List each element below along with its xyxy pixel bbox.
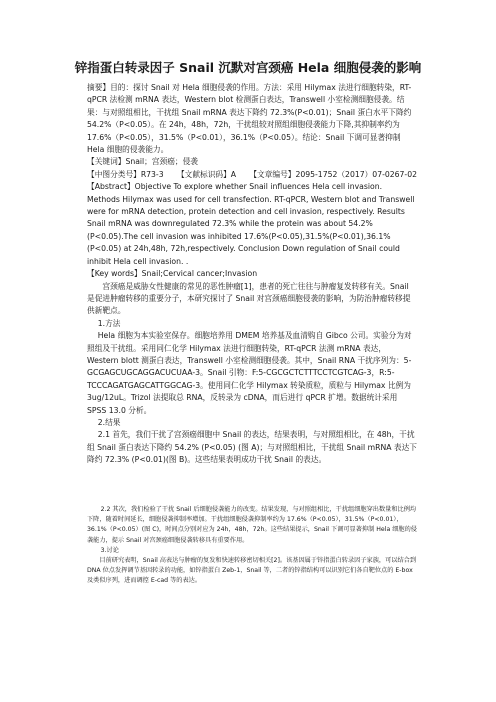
abstract-en: 【Abstract】Objective To explore whether Snail influences Hela cell invasion. Methods Hilymax was used for cell transfection. RT-qPCR, Western blot and Transwell were for mRNA detection, protein detection and cell invasion, respectively. Results Snail mRNA was downregulated 72.3% while the protein was about 54.2%(P<0.05).The cell invasion was inhibited 17.6%(P<0.05),31.5%(P<0.01),36.1%(P<0.05) at 24h,48h, 72h,respectively. Conclusion Down regulation of Snail could inhibit Hela cell invasion. . bbox=[87, 182, 415, 266]
section-heading-methods: 1.方法 bbox=[97, 318, 121, 328]
keywords-en: 【Key words】Snail;Cervical cancer;Invasion bbox=[87, 269, 258, 279]
article-number: 【文章编号】2095-1752（2017）07-0267-02 bbox=[249, 169, 417, 179]
section-heading-discussion: 3.讨论 bbox=[100, 546, 119, 554]
abstract-cn: 摘要】目的：探讨 Snail 对 Hela 细胞侵袭的作用。方法：采用 Hilymax 法进行细胞转染，RT-qPCR 法检测 mRNA 表达，Western blot 检测蛋白表达，Transwell 小室检测细胞侵袭。结果：与对照组相比，干扰组 Snail mRNA 表达下降约 72.3%(P<0.01)；Snail 蛋白水平下降约 54.2%（P<0.05）。在 24h，48h，72h，干扰组较对照组细胞侵袭能力下降,其抑制率约为 17.6%（P<0.05），31.5%（P<0.01），36.1%（P<0.05）。结论：Snail 下调可显著抑制 Hela 细胞的侵袭能力。 bbox=[87, 83, 412, 155]
paper-title: 锌指蛋白转录因子 Snail 沉默对宫颈癌 Hela 细胞侵袭的影响 bbox=[74, 60, 422, 75]
article-lower-body bbox=[87, 505, 417, 587]
discussion-paragraph: 目前研究表明，Snail 高表达与肿瘤的复发和快速转移密切相关[2]。该基因属于锌指蛋白转录因子家族，可以结合到 DNA 位点发挥调节基因转录的功能，如锌指蛋白 Zeb-1，Snail 等，二者的锌指结构可以识别它们各自靶位点的 E-box 及类似序列，进而调控 E-cad 等的表达。 bbox=[87, 557, 417, 585]
article-upper-body bbox=[87, 82, 417, 467]
clc-number: 【中图分类号】R73-3 bbox=[87, 169, 164, 179]
results-paragraph-2-1: 2.1 首先，我们干扰了宫颈癌细胞中 Snail 的表达，结果表明，与对照组相比，在 48h，干扰组 Snail 蛋白表达下降约 54.2% (P<0.05) (图 A)；与对照组相比，干扰组 Snail mRNA 表达下降约 72.3% (P<0.01)(图 B)。这些结果表明成功干扰 Snail 的表达。 bbox=[87, 430, 417, 465]
classification-row bbox=[87, 169, 417, 181]
intro-paragraph: 宫颈癌是威胁女性健康的常见的恶性肿瘤[1]，患者的死亡往往与肿瘤复发转移有关。Snail 是促进肿瘤转移的重要分子，本研究探讨了 Snail 对宫颈癌细胞侵袭的影响，为防治肿瘤转移提供新靶点。 bbox=[87, 281, 411, 316]
section-heading-results: 2.结果 bbox=[97, 417, 121, 427]
document-code: 【文献标识码】A bbox=[176, 169, 237, 179]
methods-paragraph: Hela 细胞为本实验室保存。细胞培养用 DMEM 培养基及血清购自 Gibco 公司。实验分为对照组及干扰组。采用同仁化学 Hilymax 法进行细胞转染，RT-qPCR 法测 mRNA 表达，Western blott 测蛋白表达，Transwell 小室检测细胞侵袭。其中，Snail RNA 干扰序列为：5-GCGAGCUGCAGGACUCUAA-3。Snail 引物：F:5-CGCGCTCTTTCCTCGTCAG-3，R:5-TCCCAGATGAGCATTGGCAG-3。使用同仁化学 Hilymax 转染质粒，质粒与 Hilymax 比例为 3ug/12uL。Trizol 法提取总 RNA，反转录为 cDNA，而后进行 qPCR 扩增。数据统计采用 SPSS 13.0 分析。 bbox=[87, 331, 412, 415]
keywords-cn: 【关键词】Snail；宫颈癌；侵袭 bbox=[87, 157, 198, 167]
results-paragraph-2-2: 2.2 其次，我们检验了干扰 Snail 后细胞侵袭能力的改变。结果发现，与对照组相比，干扰组细胞穿出数量和比例均下降，随着时间延长，细胞侵袭抑制率增加。干扰组细胞侵袭抑制率约为 17.6%（P<0.05），31.5%（P<0.01），36.1%（P<0.05）(图 C)，时间点分别对应为 24h，48h，72h。这些结果提示，Snail 下调可显著抑制 Hela 细胞的侵袭能力，提示 Snail 对宫颈癌细胞侵袭转移具有重要作用。 bbox=[87, 506, 417, 544]
